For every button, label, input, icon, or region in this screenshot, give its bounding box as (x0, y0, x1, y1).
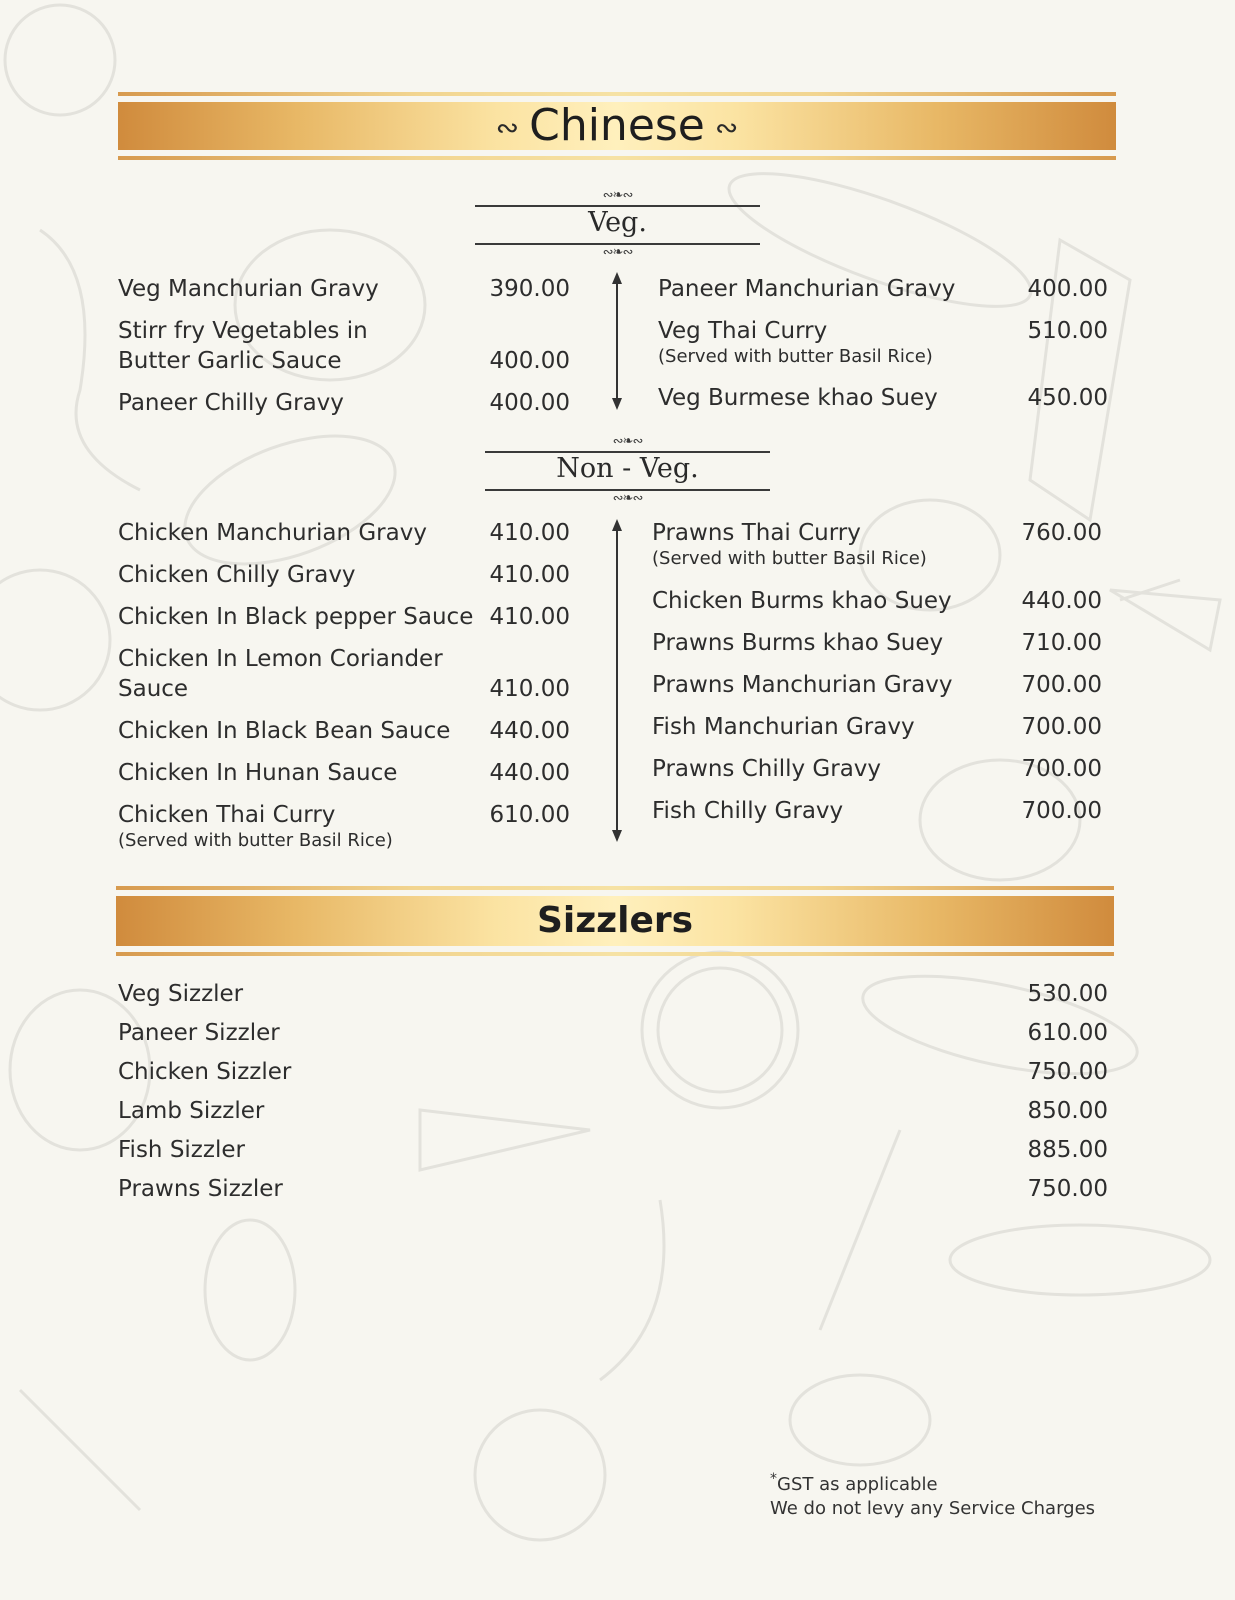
menu-item: Prawns Thai Curry (Served with butter Basil Rice) (652, 520, 927, 569)
right-swirl-icon: ∾ (714, 111, 739, 144)
footer-note (770, 1467, 1095, 1521)
ornament-icon: ∾❧∾ (602, 187, 633, 202)
item-price: 760.00 (1021, 520, 1102, 546)
menu-item: Chicken In Lemon Coriander Sauce (118, 646, 443, 702)
menu-item: Chicken In Hunan Sauce (118, 760, 398, 786)
menu-item: Veg Manchurian Gravy (118, 276, 379, 302)
menu-item: Paneer Chilly Gravy (118, 390, 344, 416)
service-charge-note: We do not levy any Service Charges (770, 1498, 1096, 1519)
veg-header (475, 187, 760, 260)
menu-item: Fish Chilly Gravy (652, 798, 844, 824)
menu-item: Chicken Sizzler (118, 1059, 292, 1085)
item-price: 850.00 (1027, 1098, 1108, 1124)
menu-item: Chicken Thai Curry (Served with butter Basil Rice) (118, 802, 393, 851)
menu-item: Veg Sizzler (118, 981, 244, 1007)
menu-item: Chicken Manchurian Gravy (118, 520, 427, 546)
menu-item: Chicken In Black Bean Sauce (118, 718, 451, 744)
ornament-icon: ∾❧∾ (612, 490, 643, 505)
left-swirl-icon: ∾ (495, 111, 520, 144)
item-price: 410.00 (489, 520, 570, 546)
menu-item: Chicken Chilly Gravy (118, 562, 356, 588)
menu-item: Prawns Burms khao Suey (652, 630, 944, 656)
divider-cap (612, 272, 622, 284)
item-price: 410.00 (489, 676, 570, 702)
gst-note: GST as applicable (777, 1474, 938, 1495)
item-price: 700.00 (1021, 672, 1102, 698)
chinese-title: Chinese (529, 100, 705, 151)
item-price: 400.00 (1027, 276, 1108, 302)
item-price: 510.00 (1027, 318, 1108, 344)
item-price: 885.00 (1027, 1137, 1108, 1163)
column-divider (616, 531, 618, 831)
veg-label: Veg. (588, 207, 647, 238)
item-price: 530.00 (1027, 981, 1108, 1007)
non-veg-header (485, 433, 770, 506)
menu-item: Veg Burmese khao Suey (658, 385, 938, 411)
menu-item: Fish Sizzler (118, 1137, 245, 1163)
divider-cap (612, 398, 622, 410)
sizzlers-banner (116, 886, 1114, 958)
menu-item: Prawns Sizzler (118, 1176, 283, 1202)
menu-item: Prawns Chilly Gravy (652, 756, 882, 782)
menu-item: Prawns Manchurian Gravy (652, 672, 953, 698)
item-price: 700.00 (1021, 714, 1102, 740)
item-price: 440.00 (489, 718, 570, 744)
item-price: 700.00 (1021, 798, 1102, 824)
sizzlers-title: Sizzlers (536, 900, 694, 941)
item-price: 750.00 (1027, 1176, 1108, 1202)
item-price: 400.00 (489, 348, 570, 374)
item-price: 390.00 (489, 276, 570, 302)
non-veg-label: Non - Veg. (556, 453, 699, 484)
menu-item: Paneer Sizzler (118, 1020, 280, 1046)
item-price: 450.00 (1027, 385, 1108, 411)
asterisk: * (770, 1471, 777, 1487)
menu-item: Fish Manchurian Gravy (652, 714, 915, 740)
item-price: 400.00 (489, 390, 570, 416)
menu-item: Chicken In Black pepper Sauce (118, 604, 474, 630)
ornament-icon: ∾❧∾ (612, 433, 643, 448)
item-price: 440.00 (1021, 588, 1102, 614)
item-price: 710.00 (1021, 630, 1102, 656)
chinese-banner (118, 92, 1116, 162)
menu-item: Stirr fry Vegetables in Butter Garlic Sauce (118, 318, 368, 374)
divider-cap (612, 830, 622, 842)
item-price: 610.00 (1027, 1020, 1108, 1046)
item-price: 410.00 (489, 604, 570, 630)
item-price: 700.00 (1021, 756, 1102, 782)
item-price: 410.00 (489, 562, 570, 588)
item-price: 750.00 (1027, 1059, 1108, 1085)
divider-cap (612, 519, 622, 531)
menu-item: Lamb Sizzler (118, 1098, 265, 1124)
ornament-icon: ∾❧∾ (602, 244, 633, 259)
menu-item: Paneer Manchurian Gravy (658, 276, 956, 302)
menu-item: Veg Thai Curry (Served with butter Basil Rice) (658, 318, 933, 367)
menu-item: Chicken Burms khao Suey (652, 588, 952, 614)
item-price: 610.00 (489, 802, 570, 828)
column-divider (616, 284, 618, 398)
item-price: 440.00 (489, 760, 570, 786)
